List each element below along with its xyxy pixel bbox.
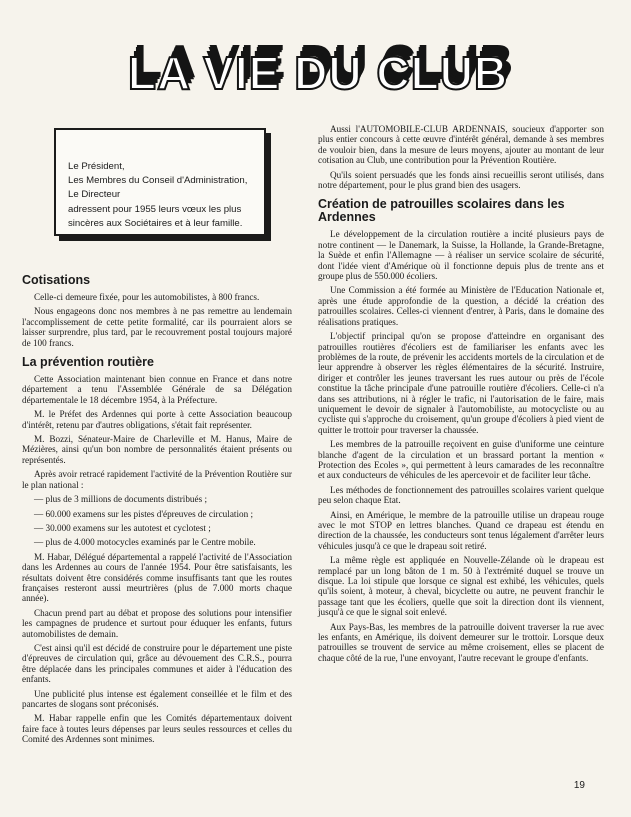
paragraph: Qu'ils soient persuadés que les fonds ainsi recueillis seront utilisés, dans notre département, pour le plus grand bien des usagers. — [318, 169, 604, 191]
paragraph: Chacun prend part au débat et propose des solutions pour intensifier les campagnes de prudence et surtout pour éduquer les enfants, futurs automobilistes de demain. — [22, 607, 292, 639]
page-number: 19 — [573, 780, 585, 791]
paragraph: M. Habar rappelle enfin que les Comités départementaux doivent faire face à toutes leurs dépenses par leurs seules ressources et celles du Comité des Ardennes sont minimes. — [22, 713, 292, 745]
paragraph: C'est ainsi qu'il est décidé de construire pour le département une piste d'épreuves de circulation qui, grâce au dévouement des C.R.S., pourra être déplacée dans les principales communes et aider à l'éducation des enfants. — [22, 642, 292, 685]
paragraph: Une publicité plus intense est également conseillée et le film et des pancartes de slogans sont préconisés. — [22, 688, 292, 709]
list-item: — plus de 4.000 motocycles examinés par le Centre mobile. — [34, 537, 256, 548]
paragraph: M. Habar, Délégué départemental a rappelé l'activité de l'Association dans les Ardennes au cours de l'année 1954. Pour être satisfaisants, les résultats doivent être considérés comme insuffisants tant que les routes françaises resteront aussi meurtrières (plus de 7.000 morts chaque année). — [22, 551, 292, 604]
left-column — [22, 266, 292, 749]
paragraph: Une Commission a été formée au Ministère de l'Education Nationale et, après une étude approfondie de la question, a décidé la création des patrouilles scolaires. Celles-ci viennent d'entrer, à Paris, dans le domaine des réalisations pratiques. — [318, 285, 604, 327]
paragraph: Ainsi, en Amérique, le membre de la patrouille utilise un drapeau rouge avec le mot STOP en lettres blanches. Quand ce drapeau est étendu en direction de la chaussée, les conducteurs sont tenus légalement d'arrêter leurs véhicules jusqu'à ce que le drapeau soit retiré. — [318, 509, 604, 551]
right-column — [318, 124, 604, 667]
greeting-line: sincères aux Sociétaires et à leur famille. — [68, 217, 243, 229]
paragraph: Aussi l'AUTOMOBILE-CLUB ARDENNAIS, soucieux d'apporter son plus entier concours à cette œuvre d'intérêt général, demande à ses membres de vouloir bien, dans la mesure de leurs moyens, ajouter au montant de leur cotisation au Club, une contribution pour la Prévention Routière. — [318, 124, 604, 166]
paragraph: Aux Pays-Bas, les membres de la patrouille doivent traverser la rue avec les enfants, en Amérique, ils doivent demeurer sur le trottoir. Lorsque deux patrouilles se trouvent de service au même croisement, elles se placent de chaque côté de la rue, l'une envoyant, l'autre recevant le groupe d'enfants. — [318, 621, 604, 663]
greeting-line: Le Directeur — [68, 189, 121, 201]
paragraph: Nous engageons donc nos membres à ne pas remettre au lendemain l'accomplissement de cette petite formalité, car ils pourraient alors se laisser surprendre, plus tard, par le recouvrement postal toujours majoré de 100 francs. — [22, 306, 292, 348]
paragraph: Celle-ci demeure fixée, pour les automobilistes, à 800 francs. — [34, 292, 260, 302]
paragraph: Cette Association maintenant bien connue en France et dans notre département a tenu l'Assemblée Générale de sa Délégation départementale le 18 décembre 1954, à la Préfecture. — [22, 374, 292, 405]
new-year-greeting-box — [54, 128, 266, 236]
paragraph: Les membres de la patrouille reçoivent en guise d'uniforme une ceinture blanche d'agent de la circulation et un brassard portant la mention « Protection des Ecoles », qui permettent à leurs camarades de les reconnaître et aux conducteurs de véhicules de les apercevoir et de faciliter leur tâche. — [318, 439, 604, 481]
list-item: — 30.000 examens sur les autotest et cyclotest ; — [34, 522, 211, 533]
banner-title: LA VIE DU CLUB — [127, 47, 509, 99]
section-banner — [98, 38, 538, 108]
heading-patrouilles-scolaires: Création de patrouilles scolaires dans les Ardennes — [318, 197, 565, 225]
greeting-line: adressent pour 1955 leurs vœux les plus — [68, 203, 242, 215]
heading-prevention-routiere: La prévention routière — [22, 355, 154, 370]
paragraph: Les méthodes de fonctionnement des patrouilles scolaires varient quelque peu selon chaque Etat. — [318, 484, 604, 506]
paragraph: M. Bozzi, Sénateur-Maire de Charleville et M. Hanus, Maire de Mézières, ainsi qu'un bon nombre de personnalités étaient présents ou représentés. — [22, 434, 292, 465]
list-item: — plus de 3 millions de documents distribués ; — [34, 494, 208, 505]
greeting-line: Les Membres du Conseil d'Administration, — [68, 175, 248, 187]
paragraph: L'objectif principal qu'on se propose d'atteindre en organisant des patrouilles routières d'écoliers est de familiariser les enfants avec les problèmes de la route, de prévenir les accidents mortels de la circulation et de leur apprendre à observer les règles élémentaires de la sécurité. Instruire, diriger et contrôler les jeunes traversant les rues autour ou près de l'école constitue la tâche principale d'une patrouille routière d'écoliers. Celle-ci n'a dans ses attributions, ni à régler le trafic, ni l'autorisation de le faire, mais uniquement le devoir de signaler à l'automobiliste, au motocycliste ou au cycliste qui s'approche du croisement, qu'un groupe d'écoliers à pied vient de quitter le trottoir pour traverser la chaussée. — [318, 331, 604, 435]
paragraph: La même règle est appliquée en Nouvelle-Zélande où le drapeau est remplacé par un long bâton de 1 m. 50 à l'extrémité duquel se trouve un disque. La loi stipule que lorsque ce signal est exhibé, les véhicules, quels qu'ils soient, à moteur, à cheval, bicyclette ou autre, ne peuvent franchir le passage tant que les écoliers, quelle que soit la direction dont ils viennent, jusqu'à ce que le signal soit enlevé. — [318, 555, 604, 618]
list-item: — 60.000 examens sur les pistes d'épreuves de circulation ; — [34, 508, 254, 519]
paragraph: Après avoir retracé rapidement l'activité de la Prévention Routière sur le plan national : — [22, 469, 292, 490]
heading-cotisations: Cotisations — [22, 273, 91, 287]
greeting-line: Le Président, — [68, 161, 125, 172]
paragraph: M. le Préfet des Ardennes qui porte à cette Association beaucoup d'intérêt, retenu par d'autres obligations, s'était fait représenter. — [22, 409, 292, 430]
paragraph: Le développement de la circulation routière a incité plusieurs pays de notre continent — le Danemark, la Suisse, la Hollande, la Grande-Bretagne, la Suède et enfin l'Allemagne — à réaliser un service scolaire de sécurité, dont l'idée vient d'Amérique où il fonctionne depuis plus de trente ans et groupe plus de 550.000 écoliers. — [318, 229, 604, 282]
